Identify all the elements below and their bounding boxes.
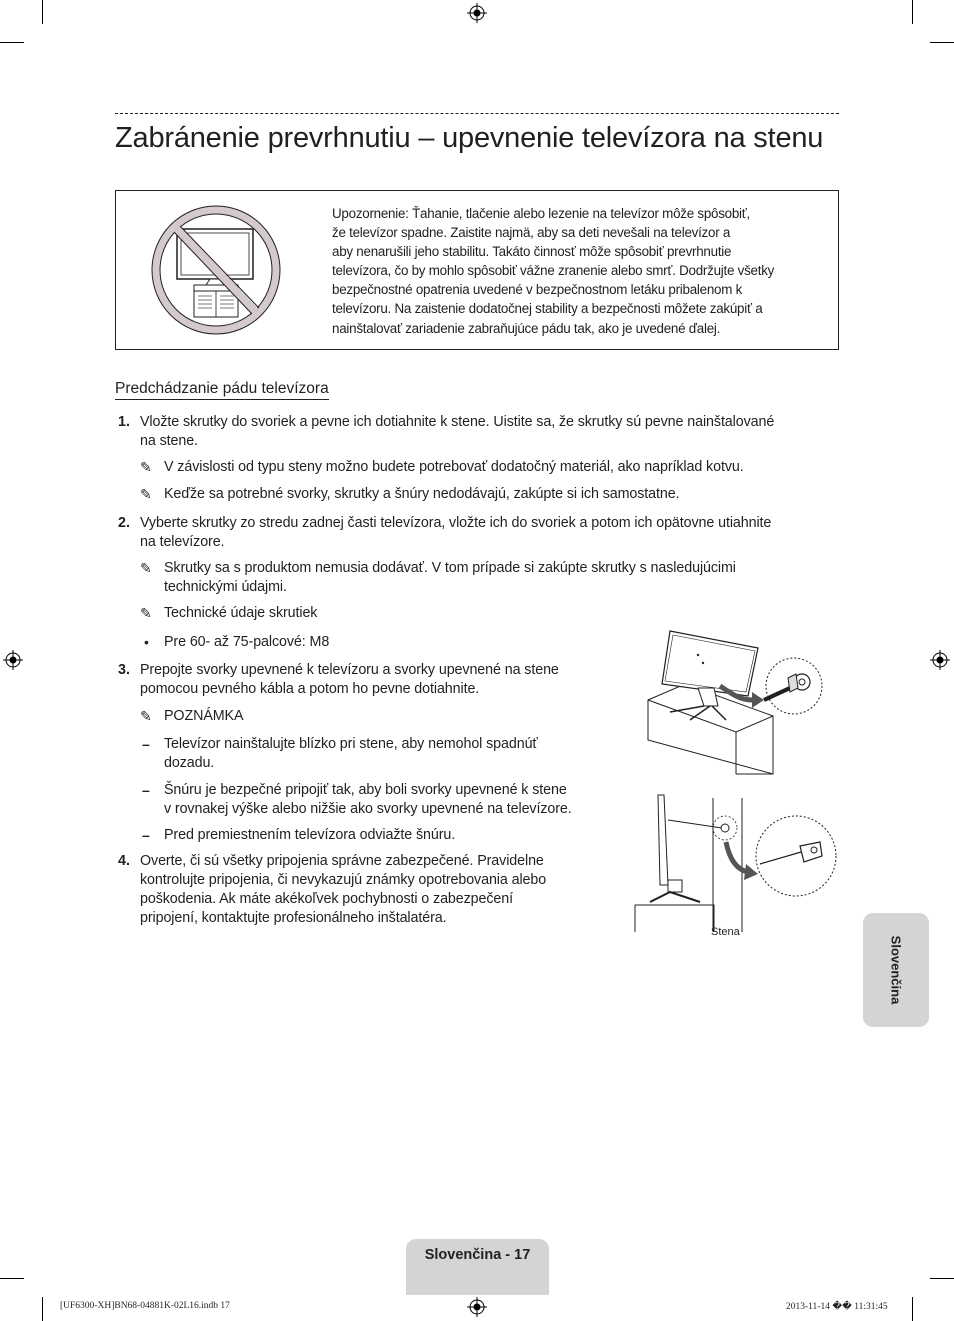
pencil-note-icon: ✎ <box>140 560 152 576</box>
step-number: 3. <box>118 662 130 678</box>
warning-line: nainštalovať zariadenie zabraňujúce pádu tak, ako je uvedené ďalej. <box>332 320 721 336</box>
language-side-label: Slovenčina <box>888 935 904 1005</box>
note-text: V závislosti od typu steny možno budete potrebovať dodatočný materiál, ako napríklad kotvu. <box>164 459 744 475</box>
title-divider <box>115 113 839 114</box>
note-text: technickými údajmi. <box>164 579 287 595</box>
warning-line: že televízor spadne. Zaistite najmä, aby sa deti nevešali na televízor a <box>332 225 731 241</box>
pencil-note-icon: ✎ <box>140 605 152 621</box>
registration-mark-icon <box>930 650 950 670</box>
step-text: kontrolujte pripojenia, či nevykazujú známky opotrebovania alebo <box>140 872 547 888</box>
wall-label: Stena <box>711 926 740 938</box>
crop-mark <box>0 42 24 43</box>
step-text: na televízore. <box>140 534 225 550</box>
dash-icon: – <box>142 736 150 752</box>
crop-mark <box>0 1278 24 1279</box>
footer-timestamp: 2013-11-14 �� 11:31:45 <box>786 1302 888 1312</box>
note-text: Skrutky sa s produktom nemusia dodávať. V tom prípade si zakúpte skrutky s nasledujúcimi <box>164 560 736 576</box>
warning-text <box>332 204 822 338</box>
warning-line: televízora, čo by mohlo spôsobiť vážne zranenie alebo smrť. Dodržujte všetky <box>332 263 775 279</box>
crop-mark <box>912 0 913 24</box>
warning-line: bezpečnostné opatrenia uvedené v bezpečnostnom letáku pribalenom k <box>332 282 743 298</box>
warning-line: Upozornenie: Ťahanie, tlačenie alebo lezenie na televízor môže spôsobiť, <box>332 206 751 221</box>
step-text: Vyberte skrutky zo stredu zadnej časti televízora, vložte ich do svoriek a potom ich opätovne utiahnite <box>140 515 772 531</box>
step-text: pripojení, kontaktujte profesionálneho inštalatéra. <box>140 910 447 926</box>
registration-mark-icon <box>3 650 23 670</box>
crop-mark <box>42 1297 43 1321</box>
tv-clip-illustration <box>640 628 830 778</box>
spec-item: Pre 60- až 75-palcové: M8 <box>164 634 330 650</box>
warning-line: televízoru. Na zaistenie dodatočnej stability a bezpečnosti môžete zakúpiť a <box>332 301 763 317</box>
note-heading: POZNÁMKA <box>164 708 244 724</box>
tv-wall-illustration <box>630 790 840 932</box>
pencil-note-icon: ✎ <box>140 708 152 724</box>
note-text: Šnúru je bezpečné pripojiť tak, aby boli svorky upevnené k stene <box>164 782 567 798</box>
page-title: Zabránenie prevrhnutiu – upevnenie televízora na stenu <box>115 122 824 154</box>
warning-line: aby nenarušili jeho stabilitu. Takáto činnosť môže spôsobiť prevrhnutie <box>332 244 732 260</box>
crop-mark <box>930 1278 954 1279</box>
step-number: 4. <box>118 853 130 869</box>
note-text: Technické údaje skrutiek <box>164 605 318 621</box>
step-number: 2. <box>118 515 130 531</box>
pencil-note-icon: ✎ <box>140 486 152 502</box>
dash-icon: – <box>142 782 150 798</box>
crop-mark <box>42 0 43 24</box>
step-text: poškodenia. Ak máte akékoľvek pochybnosti o zabezpečení <box>140 891 514 907</box>
pencil-note-icon: ✎ <box>140 459 152 475</box>
registration-mark-icon <box>467 3 487 23</box>
step-text: Prepojte svorky upevnené k televízoru a svorky upevnené na stene <box>140 662 559 678</box>
note-text: v rovnakej výške alebo nižšie ako svorky upevnené na televízore. <box>164 801 572 817</box>
registration-mark-icon <box>467 1297 487 1317</box>
crop-mark <box>912 1297 913 1321</box>
step-text: pomocou pevného kábla a potom ho pevne dotiahnite. <box>140 681 480 697</box>
dash-icon: – <box>142 827 150 843</box>
footer-file-info: [UF6300-XH]BN68-04881K-02L16.indb 17 <box>60 1301 230 1311</box>
section-heading: Predchádzanie pádu televízora <box>115 380 329 400</box>
bullet-icon: • <box>144 634 149 650</box>
no-climbing-tv-icon <box>150 204 282 336</box>
step-number: 1. <box>118 414 130 430</box>
note-text: Keďže sa potrebné svorky, skrutky a šnúry nedodávajú, zakúpte si ich samostatne. <box>164 486 680 502</box>
note-text: Televízor nainštalujte blízko pri stene, aby nemohol spadnúť <box>164 736 538 752</box>
note-text: dozadu. <box>164 755 215 771</box>
crop-mark <box>930 42 954 43</box>
step-text: Vložte skrutky do svoriek a pevne ich dotiahnite k stene. Uistite sa, že skrutky sú pevne nainštalované <box>140 414 775 430</box>
step-text: na stene. <box>140 433 198 449</box>
note-text: Pred premiestnením televízora odviažte šnúru. <box>164 827 456 843</box>
step-text: Overte, či sú všetky pripojenia správne zabezpečené. Pravidelne <box>140 853 544 869</box>
page-number: Slovenčina - 17 <box>424 1247 531 1263</box>
